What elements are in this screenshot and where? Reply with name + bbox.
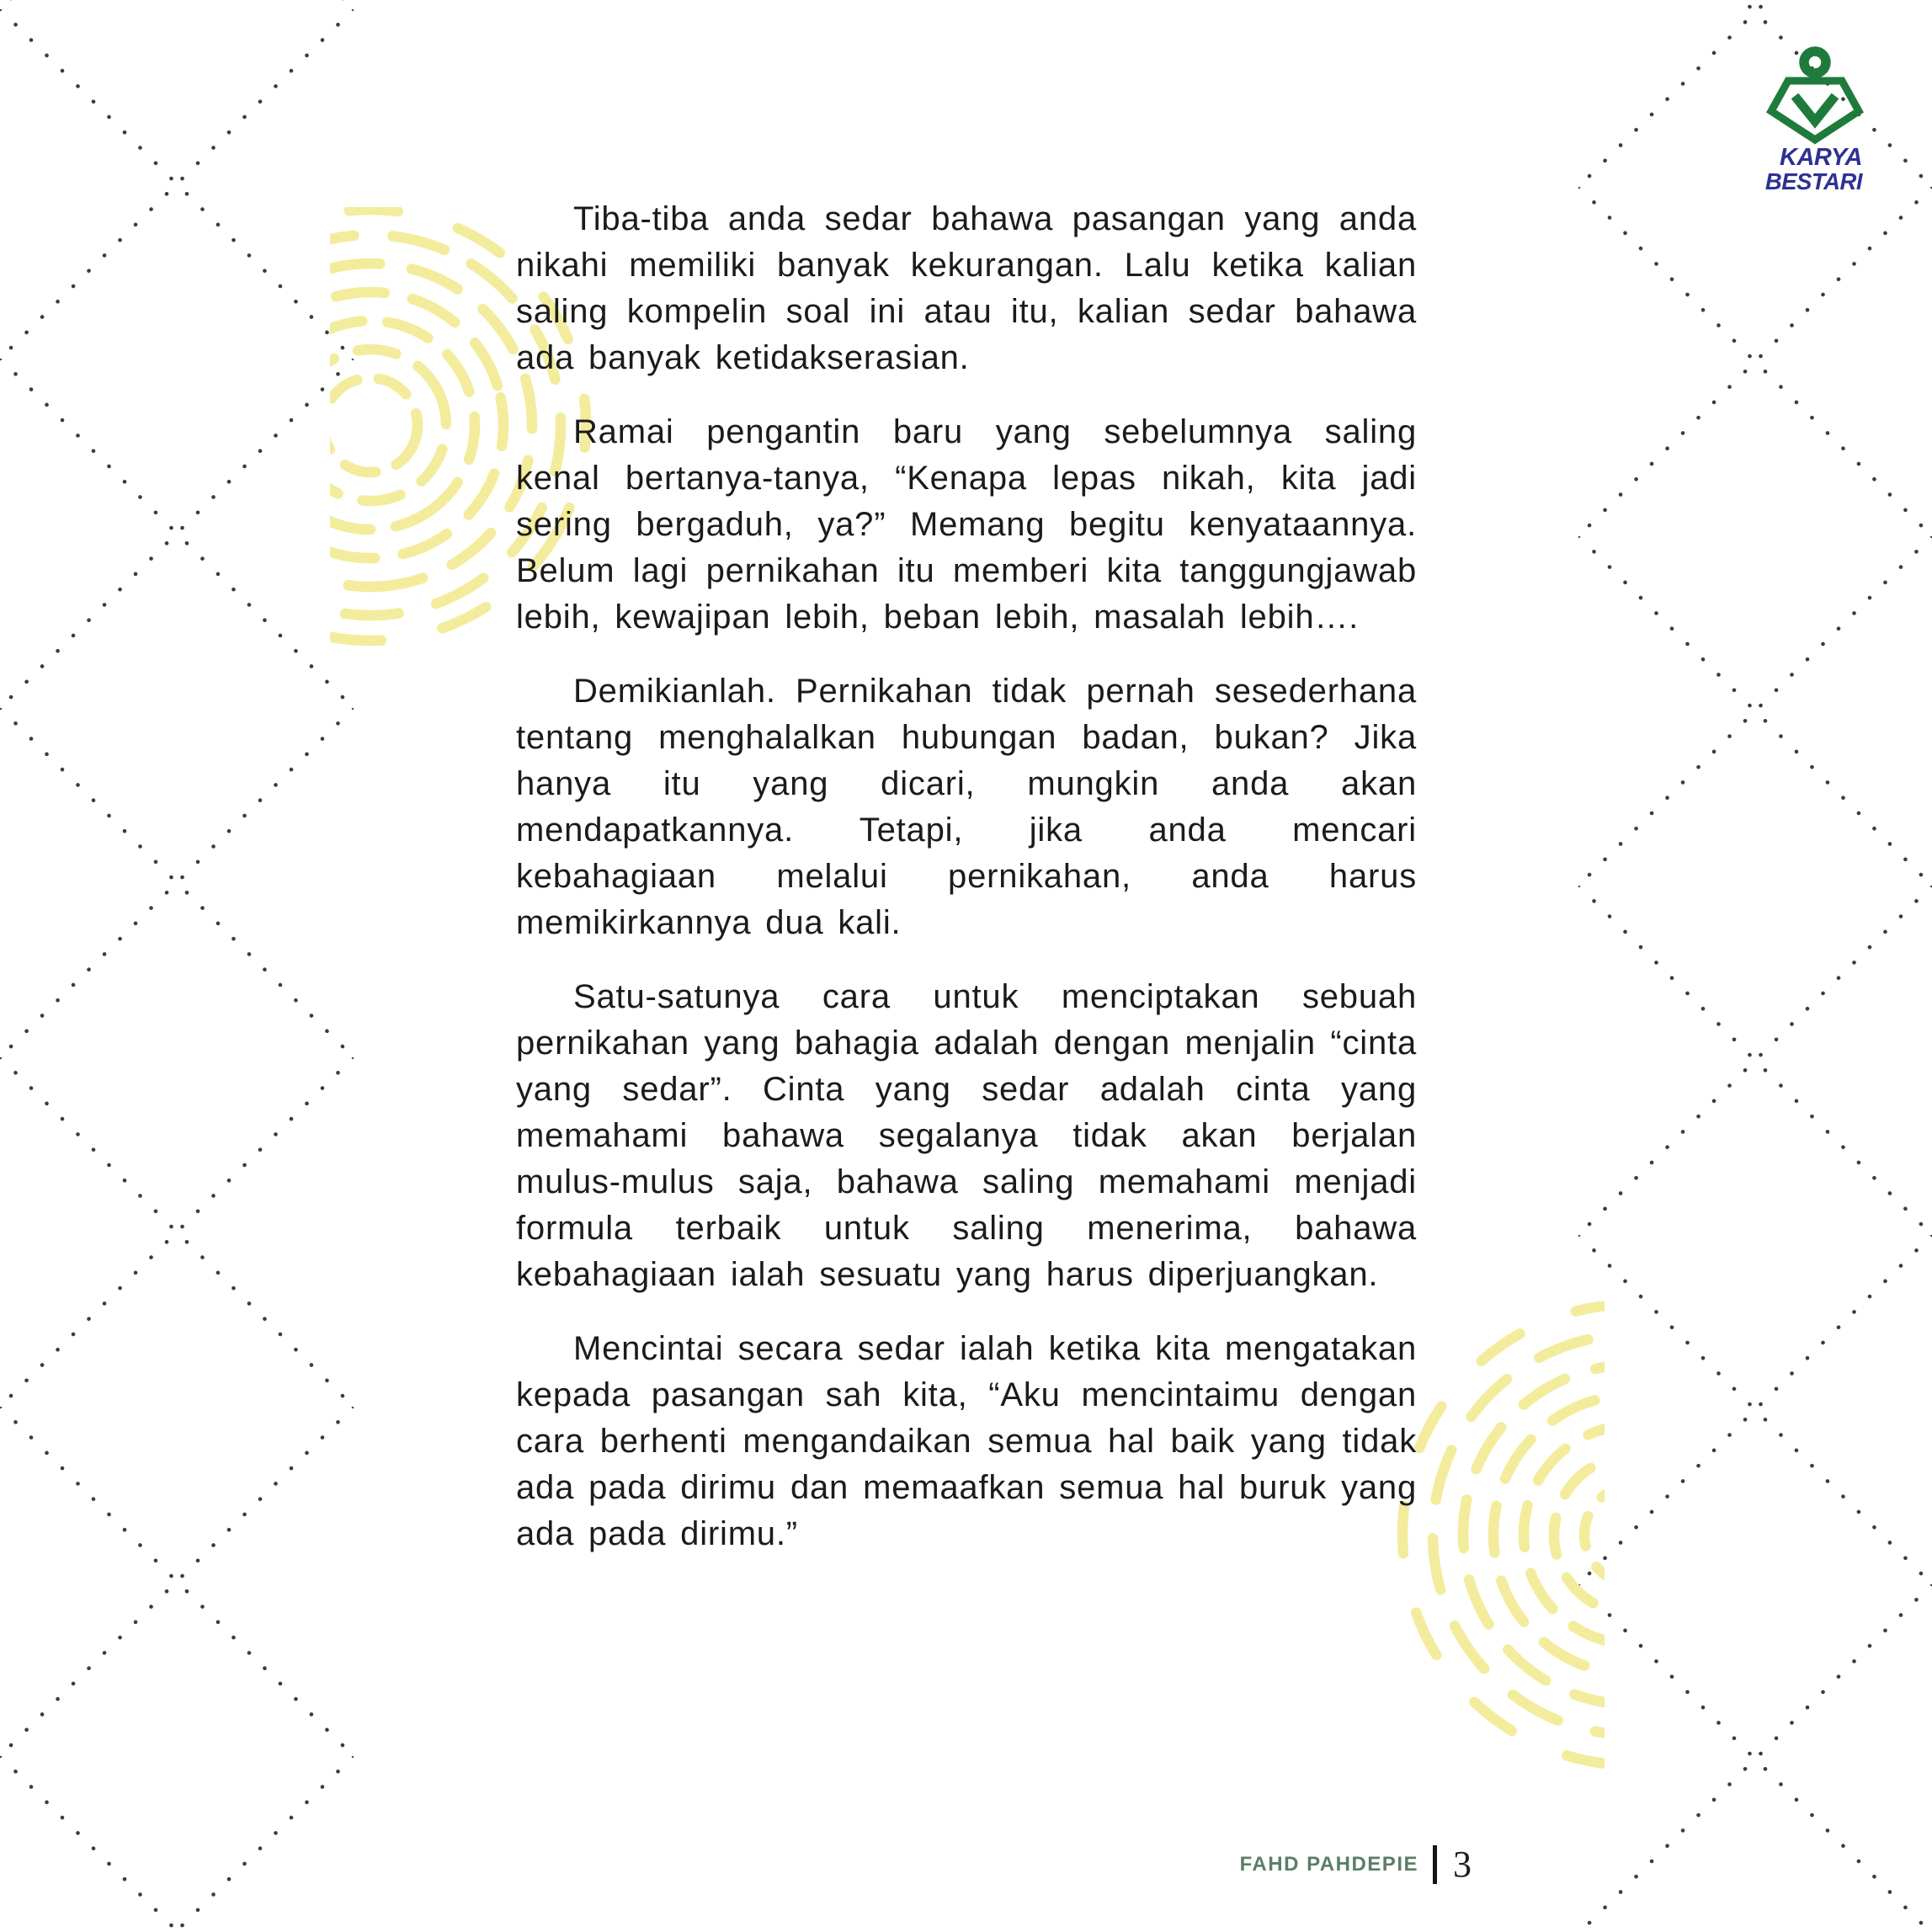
footer-divider <box>1433 1845 1437 1884</box>
paragraph-4: Satu-satunya cara untuk menciptakan sebuah pernikahan yang bahagia adalah dengan menjalin “cinta yang sedar”. Cinta yang sedar adalah cinta yang memahami bahawa segalanya tidak akan berjalan mulus-mulus saja, bahawa saling memahami menjadi formula terbaik untuk saling menerima, bahawa kebahagiaan ialah sesuatu yang harus diperjuangkan. <box>516 978 1417 1293</box>
author-name: FAHD PAHDEPIE <box>1239 1853 1418 1876</box>
page-footer <box>516 1845 1472 1884</box>
logo-wordmark-line1: KARYA <box>1780 144 1862 171</box>
page-number: 3 <box>1453 1844 1472 1885</box>
dot-lattice-pattern-right <box>1578 0 1932 1932</box>
paragraph-1: Tiba-tiba anda sedar bahawa pasangan yang anda nikahi memiliki banyak kekurangan. Lalu ketika kalian saling kompelin soal ini atau itu, kalian sedar bahawa ada banyak ketidakserasian. <box>516 200 1417 376</box>
karya-bestari-emblem-icon <box>1771 51 1859 140</box>
dot-lattice-pattern-left <box>0 0 354 1932</box>
paragraph-5: Mencintai secara sedar ialah ketika kita mengatakan kepada pasangan sah kita, “Aku mencintaimu dengan cara berhenti mengandaikan semua hal baik yang tidak ada pada dirimu dan memaafkan semua hal buruk yang ada pada dirimu.” <box>516 1330 1417 1552</box>
body-text-block <box>516 196 1417 1557</box>
logo-wordmark-line2: BESTARI <box>1764 168 1862 194</box>
paragraph-3: Demikianlah. Pernikahan tidak pernah sesederhana tentang menghalalkan hubungan badan, bukan? Jika hanya itu yang dicari, mungkin anda akan mendapatkannya. Tetapi, jika anda mencari kebahagiaan melalui pernikahan, anda harus memikirkannya dua kali. <box>516 673 1417 941</box>
paragraph-2: Ramai pengantin baru yang sebelumnya saling kenal bertanya-tanya, “Kenapa lepas nikah, kita jadi sering bergaduh, ya?” Memang begitu kenyataannya. Belum lagi pernikahan itu memberi kita tanggungjawab lebih, kewajipan lebih, beban lebih, masalah lebih…. <box>516 413 1417 636</box>
publisher-logo <box>1749 39 1874 195</box>
